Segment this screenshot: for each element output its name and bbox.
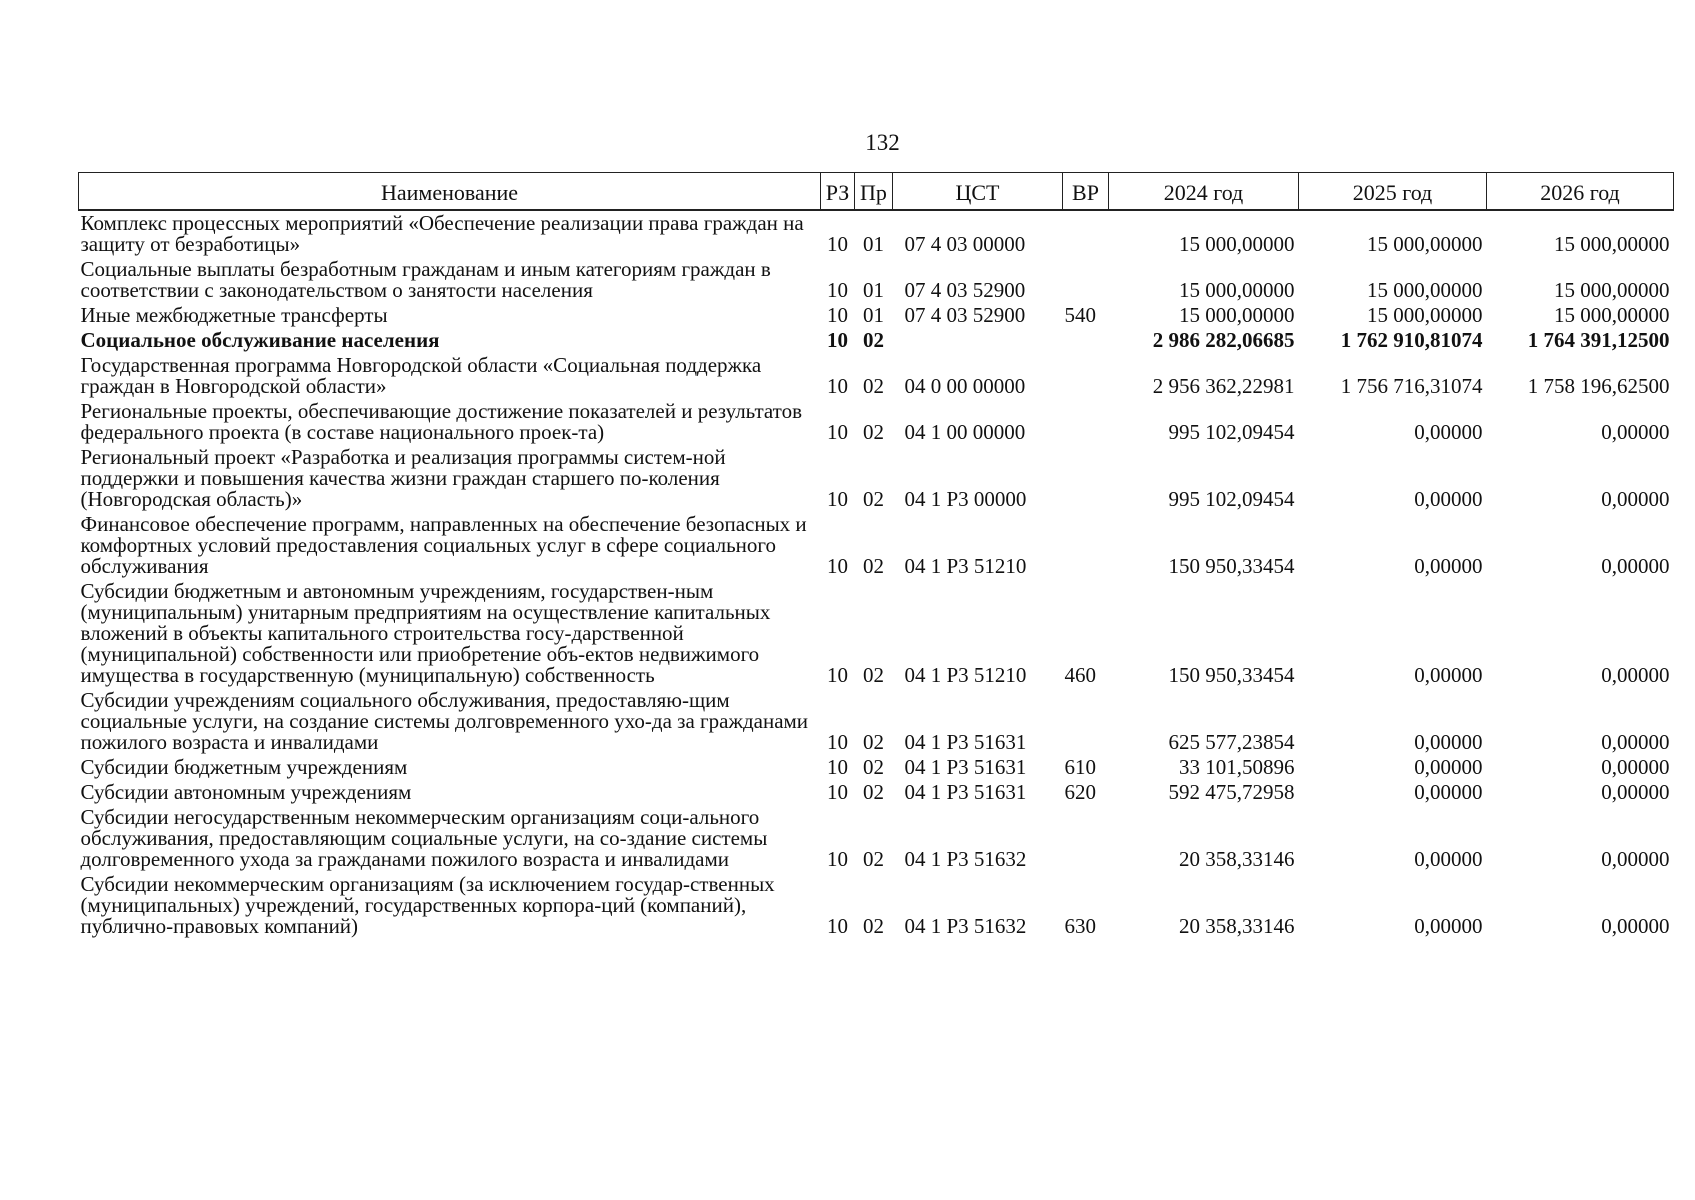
row-2026: 0,00000 bbox=[1601, 914, 1670, 938]
row-name: Государственная программа Новгородской области «Социальная поддержка граждан в Новгородской области» bbox=[80, 353, 762, 398]
row-2024: 15 000,00000 bbox=[1179, 303, 1295, 327]
header-name: Наименование bbox=[79, 173, 821, 211]
row-2024: 592 475,72958 bbox=[1168, 780, 1295, 804]
row-2025: 0,00000 bbox=[1414, 914, 1483, 938]
row-name: Субсидии негосударственным некоммерческим организациям соци-ального обслуживания, предоставляющим социальные услуги, на со-здание системы долговременного ухода за гражданами пожилого возраста и инвалидами bbox=[80, 805, 768, 871]
row-name: Субсидии автономным учреждениям bbox=[80, 780, 412, 804]
row-rz: 10 bbox=[827, 663, 848, 687]
table-row bbox=[79, 780, 1674, 805]
table-row bbox=[79, 257, 1674, 303]
row-vr bbox=[1063, 257, 1109, 303]
header-vr: ВР bbox=[1063, 173, 1109, 211]
row-2025: 0,00000 bbox=[1414, 730, 1483, 754]
row-2024: 2 986 282,06685 bbox=[1152, 328, 1295, 352]
row-vr: 620 bbox=[1064, 780, 1096, 804]
table-row bbox=[79, 353, 1674, 399]
row-cst: 04 1 00 00000 bbox=[904, 420, 1026, 444]
table-header bbox=[79, 173, 1674, 211]
table-row bbox=[79, 688, 1674, 755]
table-row bbox=[79, 579, 1674, 688]
row-name: Субсидии бюджетным и автономным учреждениям, государствен-ным (муниципальным) унитарным предприятиям на осуществление капитальных вложений в объекты капитального строительства госу-дарственной (муниципальной) собственности или приобретение объ-ектов недвижимого имущества в государственную (муниципальную) собственность bbox=[80, 579, 771, 687]
row-name: Финансовое обеспечение программ, направленных на обеспечение безопасных и комфортных условий предоставления социальных услуг в сфере социального обслуживания bbox=[80, 512, 807, 578]
row-pr: 02 bbox=[863, 730, 884, 754]
row-name: Иные межбюджетные трансферты bbox=[80, 303, 388, 327]
table-row bbox=[79, 805, 1674, 872]
row-vr bbox=[1063, 353, 1109, 399]
table-row bbox=[79, 399, 1674, 445]
row-2024: 995 102,09454 bbox=[1168, 420, 1295, 444]
row-pr: 02 bbox=[863, 487, 884, 511]
row-cst: 04 1 P3 51631 bbox=[904, 780, 1027, 804]
row-cst: 04 1 P3 51631 bbox=[904, 730, 1027, 754]
row-rz: 10 bbox=[827, 780, 848, 804]
row-cst: 04 0 00 00000 bbox=[904, 374, 1026, 398]
row-2024: 15 000,00000 bbox=[1179, 278, 1295, 302]
row-rz: 10 bbox=[827, 487, 848, 511]
row-name: Субсидии некоммерческим организациям (за исключением государ-ственных (муниципальных) учреждений, государственных корпора-ций (компаний), публично-правовых компаний) bbox=[80, 872, 775, 938]
row-2025: 15 000,00000 bbox=[1367, 278, 1483, 302]
row-2024: 2 956 362,22981 bbox=[1152, 374, 1295, 398]
row-2024: 20 358,33146 bbox=[1179, 914, 1295, 938]
row-name: Субсидии бюджетным учреждениям bbox=[80, 755, 408, 779]
row-pr: 02 bbox=[863, 780, 884, 804]
row-cst: 04 1 P3 00000 bbox=[904, 487, 1027, 511]
row-rz: 10 bbox=[827, 328, 848, 352]
row-name: Социальные выплаты безработным гражданам и иным категориям граждан в соответствии с законодательством о занятости населения bbox=[80, 257, 771, 302]
header-pr: Пр bbox=[855, 173, 893, 211]
row-vr: 630 bbox=[1064, 914, 1096, 938]
row-2024: 995 102,09454 bbox=[1168, 487, 1295, 511]
table-row bbox=[79, 872, 1674, 939]
row-cst: 04 1 P3 51210 bbox=[904, 554, 1027, 578]
row-vr: 610 bbox=[1064, 755, 1096, 779]
row-pr: 02 bbox=[863, 420, 884, 444]
header-2026: 2026 год bbox=[1487, 173, 1674, 211]
table-row-section bbox=[79, 328, 1674, 353]
row-cst: 04 1 P3 51632 bbox=[904, 914, 1027, 938]
row-rz: 10 bbox=[827, 914, 848, 938]
row-2026: 0,00000 bbox=[1601, 847, 1670, 871]
row-rz: 10 bbox=[827, 232, 848, 256]
row-name: Субсидии учреждениям социального обслуживания, предоставляю-щим социальные услуги, на создание системы долговременного ухо-да за гражданами пожилого возраста и инвалидами bbox=[80, 688, 809, 754]
table-row bbox=[79, 445, 1674, 512]
row-pr: 02 bbox=[863, 374, 884, 398]
table-row bbox=[79, 303, 1674, 328]
row-rz: 10 bbox=[827, 755, 848, 779]
row-2025: 0,00000 bbox=[1414, 663, 1483, 687]
row-pr: 02 bbox=[863, 847, 884, 871]
row-2025: 15 000,00000 bbox=[1367, 303, 1483, 327]
row-2026: 0,00000 bbox=[1601, 755, 1670, 779]
row-2024: 150 950,33454 bbox=[1168, 554, 1295, 578]
row-2025: 1 762 910,81074 bbox=[1340, 328, 1483, 352]
row-2026: 0,00000 bbox=[1601, 663, 1670, 687]
row-2025: 0,00000 bbox=[1414, 755, 1483, 779]
row-2024: 33 101,50896 bbox=[1179, 755, 1295, 779]
table-row bbox=[79, 755, 1674, 780]
row-rz: 10 bbox=[827, 278, 848, 302]
header-2024: 2024 год bbox=[1109, 173, 1299, 211]
row-2025: 15 000,00000 bbox=[1367, 232, 1483, 256]
row-rz: 10 bbox=[827, 374, 848, 398]
budget-table bbox=[78, 172, 1674, 939]
row-2026: 15 000,00000 bbox=[1554, 303, 1670, 327]
row-vr bbox=[1063, 445, 1109, 512]
row-cst: 04 1 P3 51632 bbox=[904, 847, 1027, 871]
row-vr: 540 bbox=[1064, 303, 1096, 327]
row-vr bbox=[1063, 688, 1109, 755]
row-2025: 0,00000 bbox=[1414, 487, 1483, 511]
row-cst: 04 1 P3 51210 bbox=[904, 663, 1027, 687]
row-cst: 07 4 03 52900 bbox=[904, 303, 1026, 327]
header-2025: 2025 год bbox=[1299, 173, 1487, 211]
table-row bbox=[79, 512, 1674, 579]
row-2025: 0,00000 bbox=[1414, 420, 1483, 444]
row-vr: 460 bbox=[1064, 663, 1096, 687]
row-2025: 0,00000 bbox=[1414, 554, 1483, 578]
page-number: 132 bbox=[865, 130, 900, 155]
row-vr bbox=[1063, 210, 1109, 257]
row-pr: 02 bbox=[863, 914, 884, 938]
row-vr bbox=[1063, 399, 1109, 445]
row-pr: 02 bbox=[863, 554, 884, 578]
row-vr bbox=[1063, 512, 1109, 579]
row-2024: 150 950,33454 bbox=[1168, 663, 1295, 687]
row-vr bbox=[1063, 805, 1109, 872]
row-rz: 10 bbox=[827, 847, 848, 871]
row-pr: 02 bbox=[863, 328, 884, 352]
row-2026: 0,00000 bbox=[1601, 420, 1670, 444]
row-2025: 1 756 716,31074 bbox=[1340, 374, 1483, 398]
row-pr: 01 bbox=[863, 232, 884, 256]
row-2024: 625 577,23854 bbox=[1168, 730, 1295, 754]
header-rz: РЗ bbox=[821, 173, 855, 211]
row-rz: 10 bbox=[827, 554, 848, 578]
header-row bbox=[79, 173, 1674, 211]
row-2026: 15 000,00000 bbox=[1554, 278, 1670, 302]
row-pr: 02 bbox=[863, 755, 884, 779]
row-vr bbox=[1063, 328, 1109, 353]
row-rz: 10 bbox=[827, 303, 848, 327]
row-pr: 02 bbox=[863, 663, 884, 687]
row-cst: 07 4 03 52900 bbox=[904, 278, 1026, 302]
row-name: Региональные проекты, обеспечивающие достижение показателей и результатов федерального проекта (в составе национального проек-та) bbox=[80, 399, 802, 444]
row-rz: 10 bbox=[827, 730, 848, 754]
row-2026: 0,00000 bbox=[1601, 554, 1670, 578]
row-2025: 0,00000 bbox=[1414, 780, 1483, 804]
row-cst bbox=[893, 328, 1063, 353]
row-2026: 1 758 196,62500 bbox=[1527, 374, 1670, 398]
table-row bbox=[79, 210, 1674, 257]
row-name: Региональный проект «Разработка и реализация программы систем-ной поддержки и повышения качества жизни граждан старшего по-коления (Новгородская область)» bbox=[80, 445, 726, 511]
row-2024: 20 358,33146 bbox=[1179, 847, 1295, 871]
header-cst: ЦСТ bbox=[893, 173, 1063, 211]
row-rz: 10 bbox=[827, 420, 848, 444]
row-cst: 07 4 03 00000 bbox=[904, 232, 1026, 256]
row-pr: 01 bbox=[863, 303, 884, 327]
row-cst: 04 1 P3 51631 bbox=[904, 755, 1027, 779]
table-body bbox=[79, 210, 1674, 939]
row-2026: 0,00000 bbox=[1601, 780, 1670, 804]
row-name: Социальное обслуживание населения bbox=[80, 328, 440, 352]
row-2024: 15 000,00000 bbox=[1179, 232, 1295, 256]
row-name: Комплекс процессных мероприятий «Обеспечение реализации права граждан на защиту от безработицы» bbox=[80, 211, 804, 256]
row-2026: 0,00000 bbox=[1601, 487, 1670, 511]
row-2026: 0,00000 bbox=[1601, 730, 1670, 754]
row-2026: 15 000,00000 bbox=[1554, 232, 1670, 256]
row-2026: 1 764 391,12500 bbox=[1527, 328, 1670, 352]
row-pr: 01 bbox=[863, 278, 884, 302]
row-2025: 0,00000 bbox=[1414, 847, 1483, 871]
